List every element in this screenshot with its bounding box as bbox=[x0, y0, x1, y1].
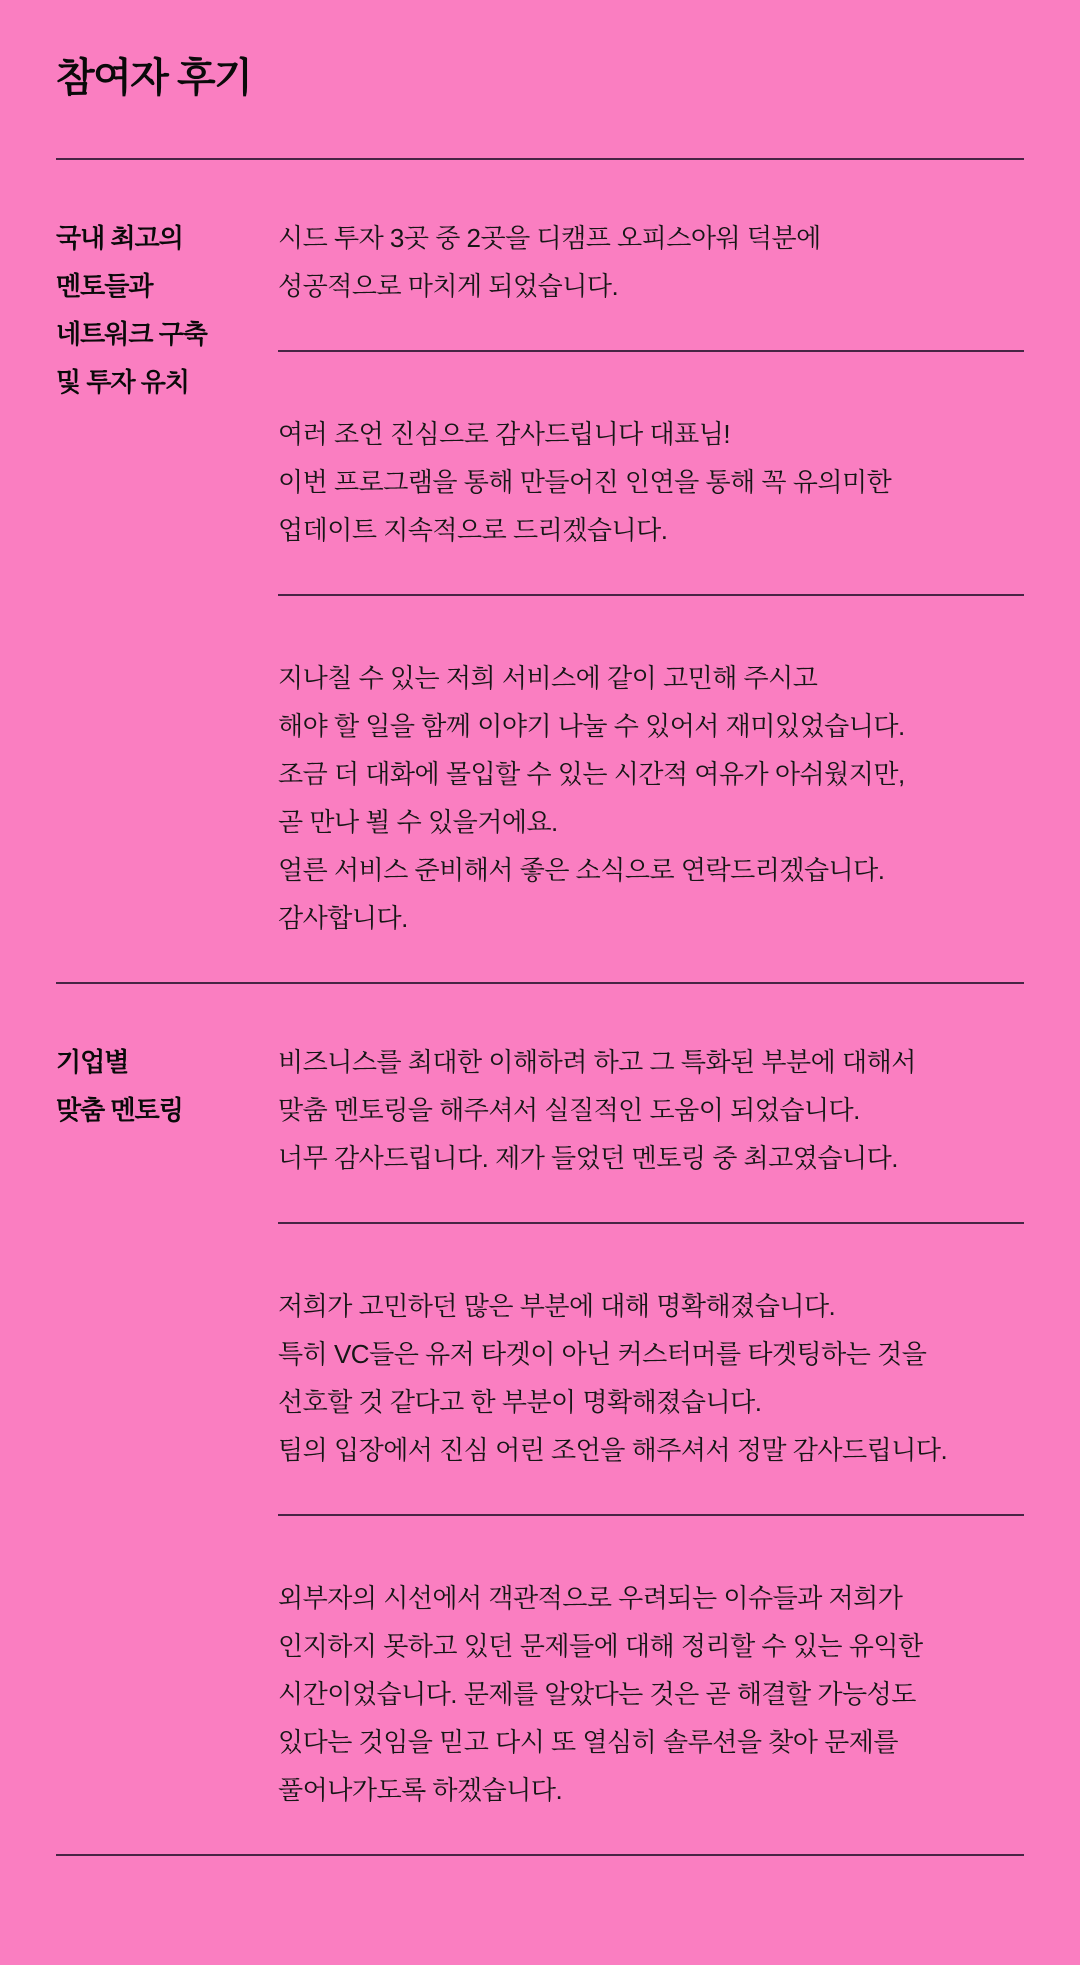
testimonial-line: 너무 감사드립니다. 제가 들었던 멘토링 중 최고였습니다. bbox=[278, 1143, 898, 1173]
testimonial-line: 지나칠 수 있는 저희 서비스에 같이 고민해 주시고 bbox=[278, 663, 818, 693]
page-title: 참여자 후기 bbox=[56, 56, 252, 100]
testimonial-quote bbox=[278, 410, 1024, 554]
testimonial-line: 성공적으로 마치게 되었습니다. bbox=[278, 271, 619, 301]
participant-reviews-page bbox=[0, 56, 1080, 1965]
testimonial-quote bbox=[278, 214, 1024, 310]
testimonial-line: 비즈니스를 최대한 이해하려 하고 그 특화된 부분에 대해서 bbox=[278, 1047, 916, 1077]
testimonial-divider bbox=[278, 1514, 1024, 1516]
bottom-divider bbox=[56, 1854, 1024, 1856]
testimonial-quote bbox=[278, 1574, 1024, 1814]
testimonial-line: 있다는 것임을 믿고 다시 또 열심히 솔루션을 찾아 문제를 bbox=[278, 1727, 898, 1757]
section-testimonials bbox=[278, 214, 1024, 942]
testimonial-divider bbox=[278, 594, 1024, 596]
testimonial-line: 팀의 입장에서 진심 어린 조언을 해주셔서 정말 감사드립니다. bbox=[278, 1435, 948, 1465]
testimonial-line: 업데이트 지속적으로 드리겠습니다. bbox=[278, 515, 668, 545]
section-label-line: 및 투자 유치 bbox=[56, 367, 190, 397]
review-section bbox=[56, 984, 1024, 1814]
testimonial-line: 풀어나가도록 하겠습니다. bbox=[278, 1775, 563, 1805]
testimonial-line: 맞춤 멘토링을 해주셔서 실질적인 도움이 되었습니다. bbox=[278, 1095, 860, 1125]
testimonial-divider bbox=[278, 1222, 1024, 1224]
testimonial-line: 저희가 고민하던 많은 부분에 대해 명확해졌습니다. bbox=[278, 1291, 836, 1321]
section-label-line: 네트워크 구축 bbox=[56, 319, 207, 349]
testimonial-line: 특히 VC들은 유저 타겟이 아닌 커스터머를 타겟팅하는 것을 bbox=[278, 1339, 927, 1369]
testimonial-line: 곧 만나 뵐 수 있을거에요. bbox=[278, 807, 558, 837]
section-label bbox=[56, 1038, 278, 1134]
testimonial-line: 외부자의 시선에서 객관적으로 우려되는 이슈들과 저희가 bbox=[278, 1583, 903, 1613]
section-testimonials bbox=[278, 1038, 1024, 1814]
testimonial-line: 시간이었습니다. 문제를 알았다는 것은 곧 해결할 가능성도 bbox=[278, 1679, 916, 1709]
section-label-line: 기업별 bbox=[56, 1047, 129, 1077]
testimonial-divider bbox=[278, 350, 1024, 352]
testimonial-line: 감사합니다. bbox=[278, 903, 408, 933]
section-label bbox=[56, 214, 278, 406]
testimonial-quote bbox=[278, 1038, 1024, 1182]
testimonial-line: 선호할 것 같다고 한 부분이 명확해졌습니다. bbox=[278, 1387, 762, 1417]
testimonial-line: 조금 더 대화에 몰입할 수 있는 시간적 여유가 아쉬웠지만, bbox=[278, 759, 905, 789]
review-sections bbox=[56, 160, 1024, 1856]
testimonial-line: 해야 할 일을 함께 이야기 나눌 수 있어서 재미있었습니다. bbox=[278, 711, 905, 741]
testimonial-quote bbox=[278, 1282, 1024, 1474]
section-label-line: 국내 최고의 bbox=[56, 223, 183, 253]
review-section bbox=[56, 160, 1024, 942]
testimonial-line: 시드 투자 3곳 중 2곳을 디캠프 오피스아워 덕분에 bbox=[278, 223, 821, 253]
testimonial-line: 얼른 서비스 준비해서 좋은 소식으로 연락드리겠습니다. bbox=[278, 855, 885, 885]
testimonial-line: 인지하지 못하고 있던 문제들에 대해 정리할 수 있는 유익한 bbox=[278, 1631, 923, 1661]
testimonial-line: 이번 프로그램을 통해 만들어진 인연을 통해 꼭 유의미한 bbox=[278, 467, 892, 497]
section-label-line: 멘토들과 bbox=[56, 271, 153, 301]
section-label-line: 맞춤 멘토링 bbox=[56, 1095, 183, 1125]
testimonial-quote bbox=[278, 654, 1024, 942]
testimonial-line: 여러 조언 진심으로 감사드립니다 대표님! bbox=[278, 419, 731, 449]
